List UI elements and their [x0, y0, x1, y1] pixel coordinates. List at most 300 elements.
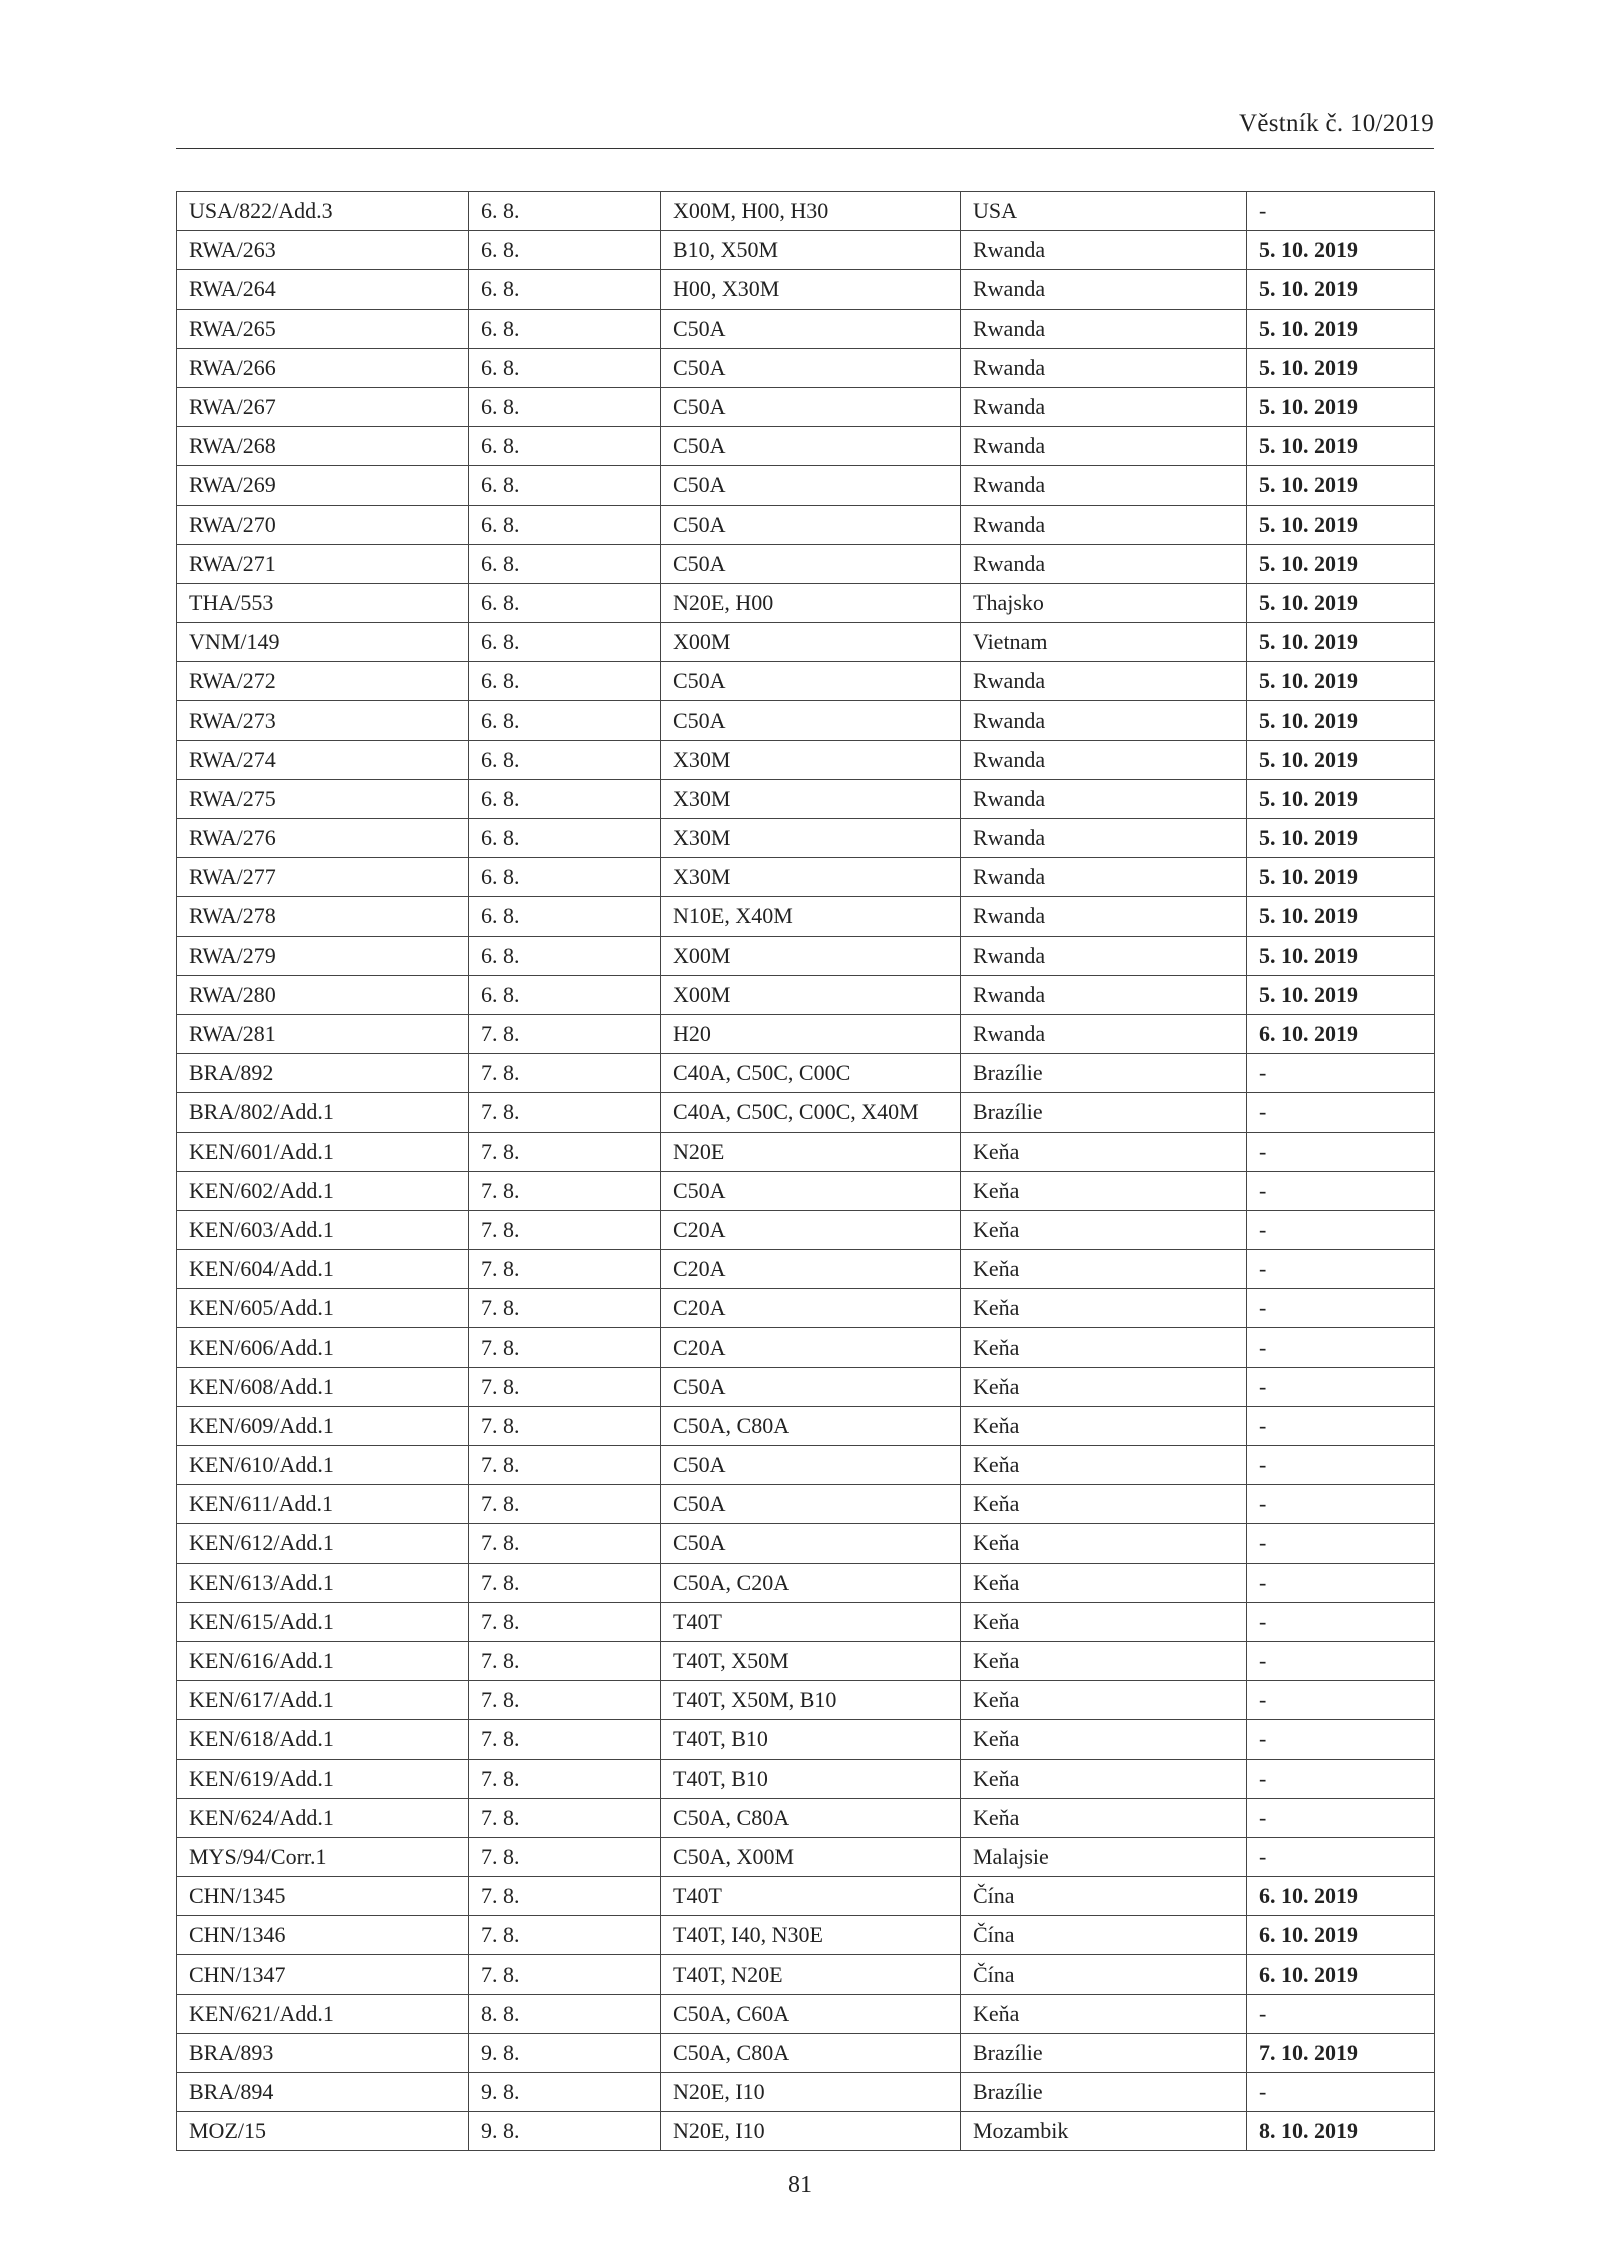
country-cell: Keňa: [961, 1210, 1247, 1249]
codes-cell: C40A, C50C, C00C: [661, 1054, 961, 1093]
date-cell: 6. 8.: [469, 505, 661, 544]
date-cell: 6. 8.: [469, 936, 661, 975]
document-code-cell: BRA/893: [177, 2033, 469, 2072]
country-cell: Brazílie: [961, 1093, 1247, 1132]
date-cell: 6. 8.: [469, 544, 661, 583]
table-row: [177, 1210, 1435, 1249]
deadline-cell: 5. 10. 2019: [1247, 897, 1435, 936]
deadline-cell: -: [1247, 1798, 1435, 1837]
table-row: [177, 466, 1435, 505]
document-code-cell: KEN/617/Add.1: [177, 1681, 469, 1720]
codes-cell: H00, X30M: [661, 270, 961, 309]
deadline-cell: -: [1247, 1837, 1435, 1876]
country-cell: Brazílie: [961, 2033, 1247, 2072]
codes-cell: C50A, C80A: [661, 2033, 961, 2072]
table-row: [177, 1563, 1435, 1602]
date-cell: 6. 8.: [469, 897, 661, 936]
codes-cell: C50A: [661, 1524, 961, 1563]
codes-cell: H20: [661, 1014, 961, 1053]
country-cell: Keňa: [961, 1446, 1247, 1485]
document-code-cell: RWA/267: [177, 387, 469, 426]
deadline-cell: 5. 10. 2019: [1247, 270, 1435, 309]
date-cell: 7. 8.: [469, 1054, 661, 1093]
date-cell: 7. 8.: [469, 1014, 661, 1053]
country-cell: Rwanda: [961, 975, 1247, 1014]
date-cell: 6. 8.: [469, 858, 661, 897]
country-cell: Keňa: [961, 1524, 1247, 1563]
document-code-cell: RWA/271: [177, 544, 469, 583]
document-code-cell: BRA/894: [177, 2073, 469, 2112]
codes-cell: C50A: [661, 1367, 961, 1406]
date-cell: 7. 8.: [469, 1406, 661, 1445]
document-code-cell: USA/822/Add.3: [177, 192, 469, 231]
codes-cell: T40T, X50M, B10: [661, 1681, 961, 1720]
date-cell: 9. 8.: [469, 2073, 661, 2112]
country-cell: Mozambik: [961, 2112, 1247, 2151]
country-cell: Rwanda: [961, 858, 1247, 897]
codes-cell: C50A: [661, 662, 961, 701]
document-code-cell: RWA/270: [177, 505, 469, 544]
deadline-cell: -: [1247, 1720, 1435, 1759]
document-code-cell: RWA/263: [177, 231, 469, 270]
table-row: [177, 1485, 1435, 1524]
codes-cell: T40T, X50M: [661, 1641, 961, 1680]
document-code-cell: RWA/275: [177, 779, 469, 818]
document-code-cell: RWA/281: [177, 1014, 469, 1053]
country-cell: Rwanda: [961, 544, 1247, 583]
codes-cell: C50A: [661, 348, 961, 387]
codes-cell: C50A: [661, 466, 961, 505]
table-row: [177, 544, 1435, 583]
document-code-cell: KEN/621/Add.1: [177, 1994, 469, 2033]
table-row: [177, 858, 1435, 897]
document-code-cell: RWA/268: [177, 427, 469, 466]
deadline-cell: -: [1247, 1563, 1435, 1602]
table-row: [177, 427, 1435, 466]
country-cell: Keňa: [961, 1602, 1247, 1641]
deadline-cell: -: [1247, 1171, 1435, 1210]
table-row: [177, 1406, 1435, 1445]
table-row: [177, 1759, 1435, 1798]
document-code-cell: BRA/802/Add.1: [177, 1093, 469, 1132]
codes-cell: X30M: [661, 819, 961, 858]
codes-cell: T40T: [661, 1877, 961, 1916]
date-cell: 7. 8.: [469, 1837, 661, 1876]
codes-cell: C20A: [661, 1210, 961, 1249]
codes-cell: T40T: [661, 1602, 961, 1641]
table-row: [177, 1837, 1435, 1876]
deadline-cell: 5. 10. 2019: [1247, 583, 1435, 622]
deadline-cell: 5. 10. 2019: [1247, 466, 1435, 505]
codes-cell: N20E, H00: [661, 583, 961, 622]
deadline-cell: -: [1247, 1328, 1435, 1367]
codes-cell: T40T, N20E: [661, 1955, 961, 1994]
deadline-cell: 5. 10. 2019: [1247, 623, 1435, 662]
table-row: [177, 1171, 1435, 1210]
deadline-cell: -: [1247, 1759, 1435, 1798]
deadline-cell: 5. 10. 2019: [1247, 231, 1435, 270]
country-cell: Rwanda: [961, 466, 1247, 505]
date-cell: 6. 8.: [469, 701, 661, 740]
codes-cell: T40T, B10: [661, 1720, 961, 1759]
date-cell: 9. 8.: [469, 2112, 661, 2151]
document-code-cell: KEN/603/Add.1: [177, 1210, 469, 1249]
date-cell: 6. 8.: [469, 231, 661, 270]
table-row: [177, 1877, 1435, 1916]
country-cell: Rwanda: [961, 348, 1247, 387]
country-cell: Keňa: [961, 1798, 1247, 1837]
date-cell: 6. 8.: [469, 192, 661, 231]
country-cell: Keňa: [961, 1132, 1247, 1171]
date-cell: 7. 8.: [469, 1916, 661, 1955]
table-row: [177, 1602, 1435, 1641]
codes-cell: C50A: [661, 544, 961, 583]
date-cell: 7. 8.: [469, 1446, 661, 1485]
country-cell: Rwanda: [961, 270, 1247, 309]
document-code-cell: RWA/280: [177, 975, 469, 1014]
document-code-cell: CHN/1347: [177, 1955, 469, 1994]
deadline-cell: 5. 10. 2019: [1247, 544, 1435, 583]
deadline-cell: 6. 10. 2019: [1247, 1014, 1435, 1053]
table-row: [177, 1289, 1435, 1328]
codes-cell: C50A: [661, 309, 961, 348]
date-cell: 6. 8.: [469, 819, 661, 858]
codes-cell: C50A: [661, 427, 961, 466]
document-code-cell: RWA/272: [177, 662, 469, 701]
table-row: [177, 387, 1435, 426]
table-row: [177, 270, 1435, 309]
document-code-cell: KEN/602/Add.1: [177, 1171, 469, 1210]
date-cell: 6. 8.: [469, 466, 661, 505]
country-cell: Rwanda: [961, 505, 1247, 544]
date-cell: 7. 8.: [469, 1210, 661, 1249]
deadline-cell: -: [1247, 1054, 1435, 1093]
country-cell: Keňa: [961, 1406, 1247, 1445]
date-cell: 6. 8.: [469, 348, 661, 387]
country-cell: Rwanda: [961, 819, 1247, 858]
table-row: [177, 309, 1435, 348]
deadline-cell: -: [1247, 1524, 1435, 1563]
document-code-cell: RWA/279: [177, 936, 469, 975]
table-row: [177, 1524, 1435, 1563]
table-row: [177, 231, 1435, 270]
date-cell: 7. 8.: [469, 1602, 661, 1641]
document-code-cell: KEN/615/Add.1: [177, 1602, 469, 1641]
date-cell: 7. 8.: [469, 1955, 661, 1994]
date-cell: 7. 8.: [469, 1250, 661, 1289]
country-cell: Keňa: [961, 1641, 1247, 1680]
deadline-cell: -: [1247, 1250, 1435, 1289]
date-cell: 7. 8.: [469, 1485, 661, 1524]
codes-cell: C20A: [661, 1250, 961, 1289]
table-row: [177, 740, 1435, 779]
document-code-cell: BRA/892: [177, 1054, 469, 1093]
deadline-cell: -: [1247, 1641, 1435, 1680]
codes-cell: X00M: [661, 623, 961, 662]
table-row: [177, 1994, 1435, 2033]
country-cell: Rwanda: [961, 740, 1247, 779]
codes-cell: N20E, I10: [661, 2112, 961, 2151]
document-code-cell: KEN/605/Add.1: [177, 1289, 469, 1328]
codes-cell: C40A, C50C, C00C, X40M: [661, 1093, 961, 1132]
date-cell: 7. 8.: [469, 1877, 661, 1916]
codes-cell: C50A, C20A: [661, 1563, 961, 1602]
document-code-cell: KEN/604/Add.1: [177, 1250, 469, 1289]
country-cell: USA: [961, 192, 1247, 231]
document-code-cell: RWA/273: [177, 701, 469, 740]
table-row: [177, 2112, 1435, 2151]
codes-cell: C50A: [661, 505, 961, 544]
document-code-cell: RWA/276: [177, 819, 469, 858]
codes-cell: T40T, I40, N30E: [661, 1916, 961, 1955]
codes-cell: C50A, X00M: [661, 1837, 961, 1876]
date-cell: 6. 8.: [469, 779, 661, 818]
table-row: [177, 662, 1435, 701]
codes-cell: C50A, C60A: [661, 1994, 961, 2033]
date-cell: 7. 8.: [469, 1681, 661, 1720]
table-row: [177, 1367, 1435, 1406]
codes-cell: X00M: [661, 936, 961, 975]
document-code-cell: KEN/619/Add.1: [177, 1759, 469, 1798]
codes-cell: C50A: [661, 1485, 961, 1524]
document-code-cell: KEN/624/Add.1: [177, 1798, 469, 1837]
country-cell: Rwanda: [961, 701, 1247, 740]
deadline-cell: 5. 10. 2019: [1247, 348, 1435, 387]
deadline-cell: 6. 10. 2019: [1247, 1877, 1435, 1916]
date-cell: 7. 8.: [469, 1132, 661, 1171]
deadline-cell: 5. 10. 2019: [1247, 387, 1435, 426]
country-cell: Rwanda: [961, 309, 1247, 348]
document-code-cell: KEN/601/Add.1: [177, 1132, 469, 1171]
date-cell: 7. 8.: [469, 1171, 661, 1210]
document-code-cell: RWA/264: [177, 270, 469, 309]
table-row: [177, 1446, 1435, 1485]
page-number: 81: [788, 2172, 812, 2198]
deadline-cell: -: [1247, 1289, 1435, 1328]
deadline-cell: 5. 10. 2019: [1247, 858, 1435, 897]
table-row: [177, 1681, 1435, 1720]
date-cell: 6. 8.: [469, 662, 661, 701]
document-code-cell: RWA/277: [177, 858, 469, 897]
deadline-cell: 5. 10. 2019: [1247, 662, 1435, 701]
country-cell: Brazílie: [961, 2073, 1247, 2112]
deadline-cell: -: [1247, 1485, 1435, 1524]
deadline-cell: -: [1247, 2073, 1435, 2112]
deadline-cell: 6. 10. 2019: [1247, 1916, 1435, 1955]
date-cell: 7. 8.: [469, 1798, 661, 1837]
table-row: [177, 1014, 1435, 1053]
country-cell: Čína: [961, 1877, 1247, 1916]
country-cell: Rwanda: [961, 427, 1247, 466]
document-code-cell: MOZ/15: [177, 2112, 469, 2151]
country-cell: Thajsko: [961, 583, 1247, 622]
country-cell: Vietnam: [961, 623, 1247, 662]
table-row: [177, 897, 1435, 936]
date-cell: 6. 8.: [469, 309, 661, 348]
country-cell: Keňa: [961, 1485, 1247, 1524]
codes-cell: N20E: [661, 1132, 961, 1171]
document-code-cell: KEN/618/Add.1: [177, 1720, 469, 1759]
deadline-cell: 5. 10. 2019: [1247, 505, 1435, 544]
date-cell: 6. 8.: [469, 583, 661, 622]
country-cell: Keňa: [961, 1720, 1247, 1759]
country-cell: Rwanda: [961, 1014, 1247, 1053]
table-row: [177, 2033, 1435, 2072]
document-code-cell: KEN/612/Add.1: [177, 1524, 469, 1563]
document-code-cell: CHN/1345: [177, 1877, 469, 1916]
date-cell: 7. 8.: [469, 1093, 661, 1132]
date-cell: 7. 8.: [469, 1289, 661, 1328]
deadline-cell: -: [1247, 1602, 1435, 1641]
deadline-cell: -: [1247, 1093, 1435, 1132]
codes-cell: X30M: [661, 779, 961, 818]
country-cell: Keňa: [961, 1367, 1247, 1406]
table-row: [177, 1250, 1435, 1289]
table-row: [177, 1798, 1435, 1837]
deadline-cell: -: [1247, 1210, 1435, 1249]
document-code-cell: RWA/278: [177, 897, 469, 936]
date-cell: 9. 8.: [469, 2033, 661, 2072]
table-row: [177, 819, 1435, 858]
document-code-cell: KEN/613/Add.1: [177, 1563, 469, 1602]
codes-cell: C50A: [661, 701, 961, 740]
document-code-cell: KEN/609/Add.1: [177, 1406, 469, 1445]
country-cell: Brazílie: [961, 1054, 1247, 1093]
date-cell: 6. 8.: [469, 740, 661, 779]
country-cell: Rwanda: [961, 387, 1247, 426]
codes-cell: X00M: [661, 975, 961, 1014]
codes-cell: X30M: [661, 858, 961, 897]
document-code-cell: KEN/608/Add.1: [177, 1367, 469, 1406]
date-cell: 6. 8.: [469, 623, 661, 662]
country-cell: Keňa: [961, 1759, 1247, 1798]
document-code-cell: KEN/606/Add.1: [177, 1328, 469, 1367]
codes-cell: T40T, B10: [661, 1759, 961, 1798]
deadline-cell: 5. 10. 2019: [1247, 819, 1435, 858]
date-cell: 7. 8.: [469, 1759, 661, 1798]
date-cell: 7. 8.: [469, 1641, 661, 1680]
deadline-cell: -: [1247, 192, 1435, 231]
table-row: [177, 623, 1435, 662]
table-row: [177, 583, 1435, 622]
country-cell: Malajsie: [961, 1837, 1247, 1876]
codes-cell: N20E, I10: [661, 2073, 961, 2112]
document-code-cell: KEN/616/Add.1: [177, 1641, 469, 1680]
codes-cell: C20A: [661, 1328, 961, 1367]
table-row: [177, 505, 1435, 544]
country-cell: Rwanda: [961, 779, 1247, 818]
country-cell: Keňa: [961, 1563, 1247, 1602]
codes-cell: X30M: [661, 740, 961, 779]
country-cell: Rwanda: [961, 897, 1247, 936]
date-cell: 6. 8.: [469, 427, 661, 466]
table-row: [177, 192, 1435, 231]
table-row: [177, 1093, 1435, 1132]
deadline-cell: -: [1247, 1681, 1435, 1720]
codes-cell: C50A: [661, 1446, 961, 1485]
deadline-cell: 5. 10. 2019: [1247, 740, 1435, 779]
codes-cell: X00M, H00, H30: [661, 192, 961, 231]
country-cell: Keňa: [961, 1994, 1247, 2033]
document-code-cell: VNM/149: [177, 623, 469, 662]
table-row: [177, 1054, 1435, 1093]
deadline-cell: 8. 10. 2019: [1247, 2112, 1435, 2151]
deadline-cell: 6. 10. 2019: [1247, 1955, 1435, 1994]
country-cell: Rwanda: [961, 936, 1247, 975]
document-code-cell: KEN/610/Add.1: [177, 1446, 469, 1485]
codes-cell: C50A, C80A: [661, 1798, 961, 1837]
date-cell: 6. 8.: [469, 270, 661, 309]
date-cell: 8. 8.: [469, 1994, 661, 2033]
country-cell: Keňa: [961, 1171, 1247, 1210]
document-code-cell: RWA/265: [177, 309, 469, 348]
table-row: [177, 975, 1435, 1014]
country-cell: Keňa: [961, 1681, 1247, 1720]
date-cell: 7. 8.: [469, 1524, 661, 1563]
deadline-cell: -: [1247, 1132, 1435, 1171]
codes-cell: C20A: [661, 1289, 961, 1328]
deadline-cell: -: [1247, 1367, 1435, 1406]
codes-cell: B10, X50M: [661, 231, 961, 270]
document-code-cell: RWA/266: [177, 348, 469, 387]
document-code-cell: MYS/94/Corr.1: [177, 1837, 469, 1876]
country-cell: Rwanda: [961, 231, 1247, 270]
codes-cell: C50A: [661, 1171, 961, 1210]
document-code-cell: THA/553: [177, 583, 469, 622]
deadline-cell: 7. 10. 2019: [1247, 2033, 1435, 2072]
table-row: [177, 1132, 1435, 1171]
table-body: [177, 192, 1435, 2151]
codes-cell: N10E, X40M: [661, 897, 961, 936]
table-row: [177, 1720, 1435, 1759]
date-cell: 7. 8.: [469, 1328, 661, 1367]
table-row: [177, 2073, 1435, 2112]
deadline-cell: 5. 10. 2019: [1247, 309, 1435, 348]
country-cell: Čína: [961, 1955, 1247, 1994]
deadline-cell: -: [1247, 1406, 1435, 1445]
date-cell: 7. 8.: [469, 1720, 661, 1759]
country-cell: Rwanda: [961, 662, 1247, 701]
deadline-cell: 5. 10. 2019: [1247, 975, 1435, 1014]
date-cell: 6. 8.: [469, 975, 661, 1014]
notification-table: [176, 191, 1435, 2151]
codes-cell: C50A, C80A: [661, 1406, 961, 1445]
country-cell: Keňa: [961, 1289, 1247, 1328]
page-header: [176, 110, 1434, 149]
table-row: [177, 348, 1435, 387]
publication-title: Věstník č. 10/2019: [1239, 110, 1434, 137]
codes-cell: C50A: [661, 387, 961, 426]
country-cell: Čína: [961, 1916, 1247, 1955]
date-cell: 6. 8.: [469, 387, 661, 426]
table-row: [177, 701, 1435, 740]
country-cell: Keňa: [961, 1328, 1247, 1367]
table-row: [177, 1641, 1435, 1680]
country-cell: Keňa: [961, 1250, 1247, 1289]
deadline-cell: -: [1247, 1994, 1435, 2033]
deadline-cell: 5. 10. 2019: [1247, 779, 1435, 818]
document-code-cell: RWA/274: [177, 740, 469, 779]
deadline-cell: 5. 10. 2019: [1247, 427, 1435, 466]
deadline-cell: -: [1247, 1446, 1435, 1485]
document-code-cell: RWA/269: [177, 466, 469, 505]
table-row: [177, 779, 1435, 818]
date-cell: 7. 8.: [469, 1563, 661, 1602]
document-code-cell: CHN/1346: [177, 1916, 469, 1955]
table-row: [177, 1955, 1435, 1994]
table-row: [177, 1916, 1435, 1955]
table-row: [177, 1328, 1435, 1367]
